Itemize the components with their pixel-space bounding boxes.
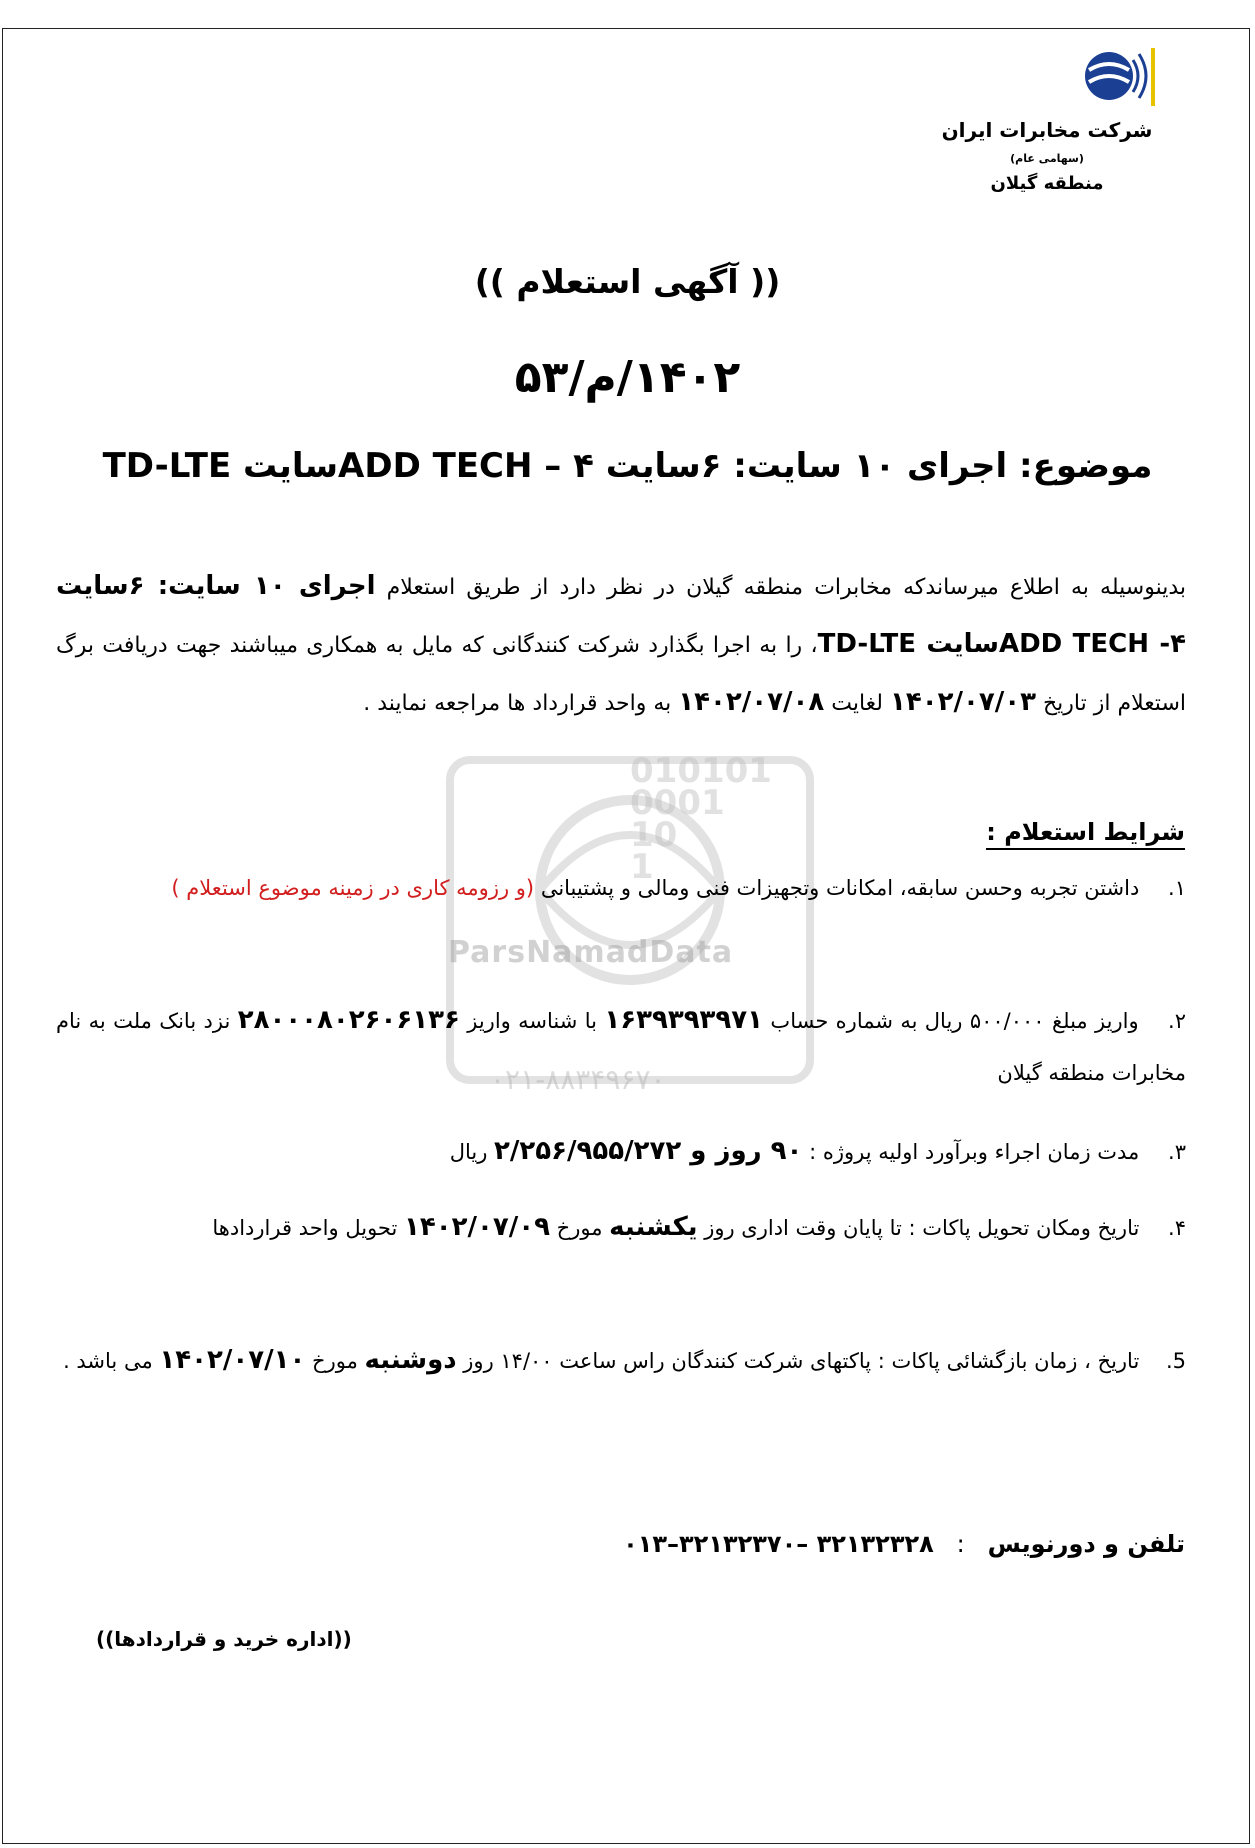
condition-item-5 [56, 1334, 1186, 1387]
phone-line [623, 1530, 1185, 1558]
notice-subject: موضوع: اجرای ۱۰ سایت: ۶سایت ADD TECH – ۴سایت TD-LTE [102, 446, 1153, 486]
condition-text: تاریخ ، زمان بازگشائی پاکات : پاکتهای شرکت کنندگان راس ساعت ۱۴/۰۰ روز [463, 1349, 1140, 1373]
intro-project: اجرای ۱۰ سایت: ۶سایت ADD TECH -۴سایت TD-LTE [56, 571, 1187, 659]
company-logo [1063, 40, 1159, 114]
condition-text: تحویل واحد قراردادها [212, 1216, 398, 1240]
company-type: (سهامی عام) [1010, 152, 1084, 165]
intro-text-1: بدینوسیله به اطلاع میرساندکه مخابرات منطقه گیلان در نظر دارد از طریق استعلام [386, 575, 1186, 600]
condition-text: مورخ [556, 1216, 603, 1240]
condition-number: ۲. [1168, 1009, 1186, 1033]
watermark-binary: 010101 0001 10 1 [630, 751, 772, 887]
intro-text-3: به واحد قرارداد ها مراجعه نمایند . [363, 691, 672, 716]
condition-item-2 [56, 994, 1186, 1099]
condition-item-4 [56, 1201, 1186, 1254]
condition-text: می باشد . [63, 1349, 153, 1373]
notice-title: (( آگهی استعلام )) [474, 262, 781, 301]
condition-text: نزد بانک ملت به نام مخابرات منطقه گیلان [56, 1009, 1186, 1085]
watermark-phone: ۰۲۱-۸۸۳۴۹۶۷۰ [490, 1063, 666, 1096]
intro-date-from: ۱۴۰۲/۰۷/۰۳ [890, 687, 1036, 717]
watermark-brand: ParsNamadData [448, 935, 734, 970]
conditions-heading: شرایط استعلام : [986, 818, 1185, 850]
phone-label: تلفن و دورنویس [987, 1530, 1185, 1558]
condition-number: ۱. [1168, 876, 1186, 900]
condition-text: ریال [449, 1140, 488, 1164]
condition-item-3 [56, 1125, 1186, 1178]
condition-item-1 [56, 862, 1186, 914]
office-signature: ((اداره خرید و قراردادها)) [96, 1627, 352, 1651]
condition-number: ۳. [1168, 1140, 1186, 1164]
condition-text: داشتن تجربه وحسن سابقه، امکانات وتجهیزات فنی ومالی و پشتیبانی [540, 876, 1140, 900]
condition-number: 5. [1165, 1349, 1186, 1373]
condition-text: با شناسه واریز [467, 1009, 597, 1033]
payment-id: ۲۸۰۰۰۸۰۲۶۰۶۱۳۶ [237, 1005, 460, 1035]
notice-number: ۱۴۰۲/م/۵۳ [514, 352, 741, 403]
delivery-day: یکشنبه [609, 1212, 698, 1242]
condition-text: مورخ [312, 1349, 358, 1373]
condition-red-text: (و رزومه کاری در زمینه موضوع استعلام ) [171, 876, 535, 900]
condition-number: ۴. [1168, 1216, 1186, 1240]
condition-text: واریز مبلغ ۵۰۰/۰۰۰ ریال به شماره حساب [770, 1009, 1139, 1033]
company-name: شرکت مخابرات ایران [941, 118, 1153, 142]
condition-text: تاریخ ومکان تحویل پاکات : تا پایان وقت اداری روز [704, 1216, 1140, 1240]
opening-day: دوشنبه [364, 1345, 457, 1375]
intro-text-2: ، را به اجرا بگذارد شرکت کنندگانی که مایل به همکاری میباشند جهت دریافت برگ استعلام از تاریخ [56, 633, 1186, 716]
intro-paragraph [56, 558, 1186, 732]
delivery-date: ۱۴۰۲/۰۷/۰۹ [404, 1212, 550, 1242]
phone-separator: : [956, 1530, 965, 1558]
duration-and-estimate: ۹۰ روز و ۲/۲۵۶/۹۵۵/۲۷۲ [494, 1136, 803, 1166]
condition-text: مدت زمان اجراء وبرآورد اولیه پروژه : [809, 1140, 1140, 1164]
company-block [927, 118, 1167, 194]
opening-date: ۱۴۰۲/۰۷/۱۰ [159, 1345, 306, 1375]
intro-date-to: ۱۴۰۲/۰۷/۰۸ [678, 687, 825, 717]
company-region: منطقه گیلان [990, 173, 1104, 194]
intro-until: لغایت [831, 691, 883, 716]
phone-numbers: ۳۲۱۳۲۳۲۸ –۳۲۱۳۲۳۷۰–۰۱۳ [623, 1530, 934, 1558]
account-number: ۱۶۳۹۳۹۳۹۷۱ [604, 1005, 764, 1035]
